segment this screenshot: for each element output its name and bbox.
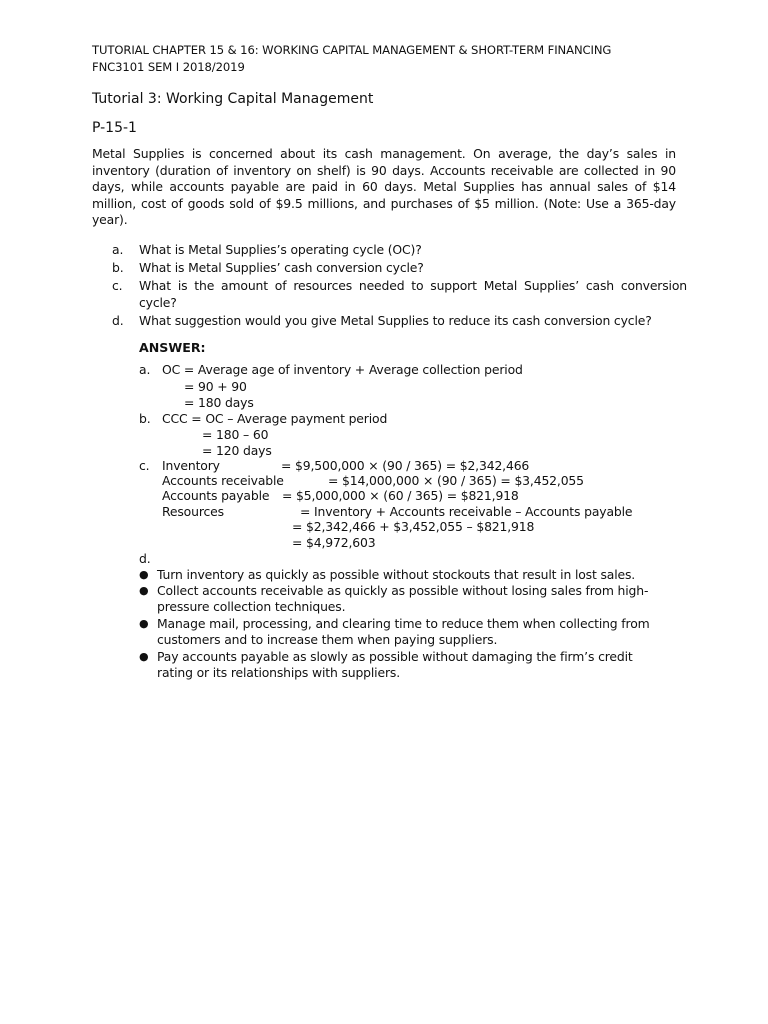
answer-heading: ANSWER: (139, 340, 206, 355)
bullet-icon: ● (139, 584, 149, 597)
bullet-text: Manage mail, processing, and clearing time to reduce them when collecting from customers and to increase them when paying suppliers. (157, 616, 650, 648)
answer-label: d. (139, 551, 151, 566)
answer-line-label: Accounts payable (162, 488, 270, 503)
header-title: TUTORIAL CHAPTER 15 & 16: WORKING CAPITAL MANAGEMENT & SHORT-TERM FINANCING (92, 43, 612, 57)
answer-line: = 180 – 60 (202, 427, 269, 442)
question-text: What is Metal Supplies’s operating cycle (OC)? (139, 242, 422, 257)
bullet-icon: ● (139, 568, 149, 581)
answer-line-label: Resources (162, 504, 224, 519)
problem-id: P-15-1 (92, 120, 137, 136)
answer-line: = Inventory + Accounts receivable – Accounts payable (300, 504, 633, 519)
problem-text: Metal Supplies is concerned about its cash management. On average, the day’s sales in inventory (duration of inventory on shelf) is 90 days. Accounts receivable are collected in 90 days, while accounts payable are paid in 60 days. Metal Supplies has annual sales of $14 million, cost of goods sold of $9.5 millions, and purchases of $5 million. (Note: Use a 365-day year). (92, 146, 676, 228)
bullet-icon: ● (139, 650, 149, 663)
bullet-icon: ● (139, 617, 149, 630)
answer-line-label: Accounts receivable (162, 473, 284, 488)
question-text: What is the amount of resources needed to support Metal Supplies’ cash conversion cycle? (139, 278, 687, 310)
bullet-text: Collect accounts receivable as quickly as possible without losing sales from high-pressure collection techniques. (157, 583, 649, 615)
answer-line: = 90 + 90 (184, 379, 247, 394)
answer-line: = $14,000,000 × (90 / 365) = $3,452,055 (328, 473, 584, 488)
answer-line: = $4,972,603 (292, 535, 376, 550)
question-label: a. (112, 242, 124, 257)
answer-line: = 120 days (202, 443, 272, 458)
question-text: What suggestion would you give Metal Supplies to reduce its cash conversion cycle? (139, 313, 652, 328)
answer-line: = 180 days (184, 395, 254, 410)
answer-line: = $5,000,000 × (60 / 365) = $821,918 (282, 488, 519, 503)
answer-line: CCC = OC – Average payment period (162, 411, 388, 426)
answer-line: = $9,500,000 × (90 / 365) = $2,342,466 (281, 458, 530, 473)
bullet-text: Turn inventory as quickly as possible without stockouts that result in lost sales. (157, 567, 636, 582)
answer-label: a. (139, 362, 151, 377)
bullet-text: Pay accounts payable as slowly as possible without damaging the firm’s credit rating or its relationships with suppliers. (157, 649, 633, 681)
answer-line-label: Inventory (162, 458, 220, 473)
header-course: FNC3101 SEM I 2018/2019 (92, 60, 245, 74)
answer-line: = $2,342,466 + $3,452,055 – $821,918 (292, 519, 535, 534)
question-label: b. (112, 260, 124, 275)
answer-label: c. (139, 458, 150, 473)
question-label: c. (112, 278, 123, 293)
answer-line: OC = Average age of inventory + Average collection period (162, 362, 523, 377)
question-text: What is Metal Supplies’ cash conversion cycle? (139, 260, 424, 275)
question-label: d. (112, 313, 124, 328)
answer-label: b. (139, 411, 151, 426)
tutorial-title: Tutorial 3: Working Capital Management (92, 91, 374, 107)
